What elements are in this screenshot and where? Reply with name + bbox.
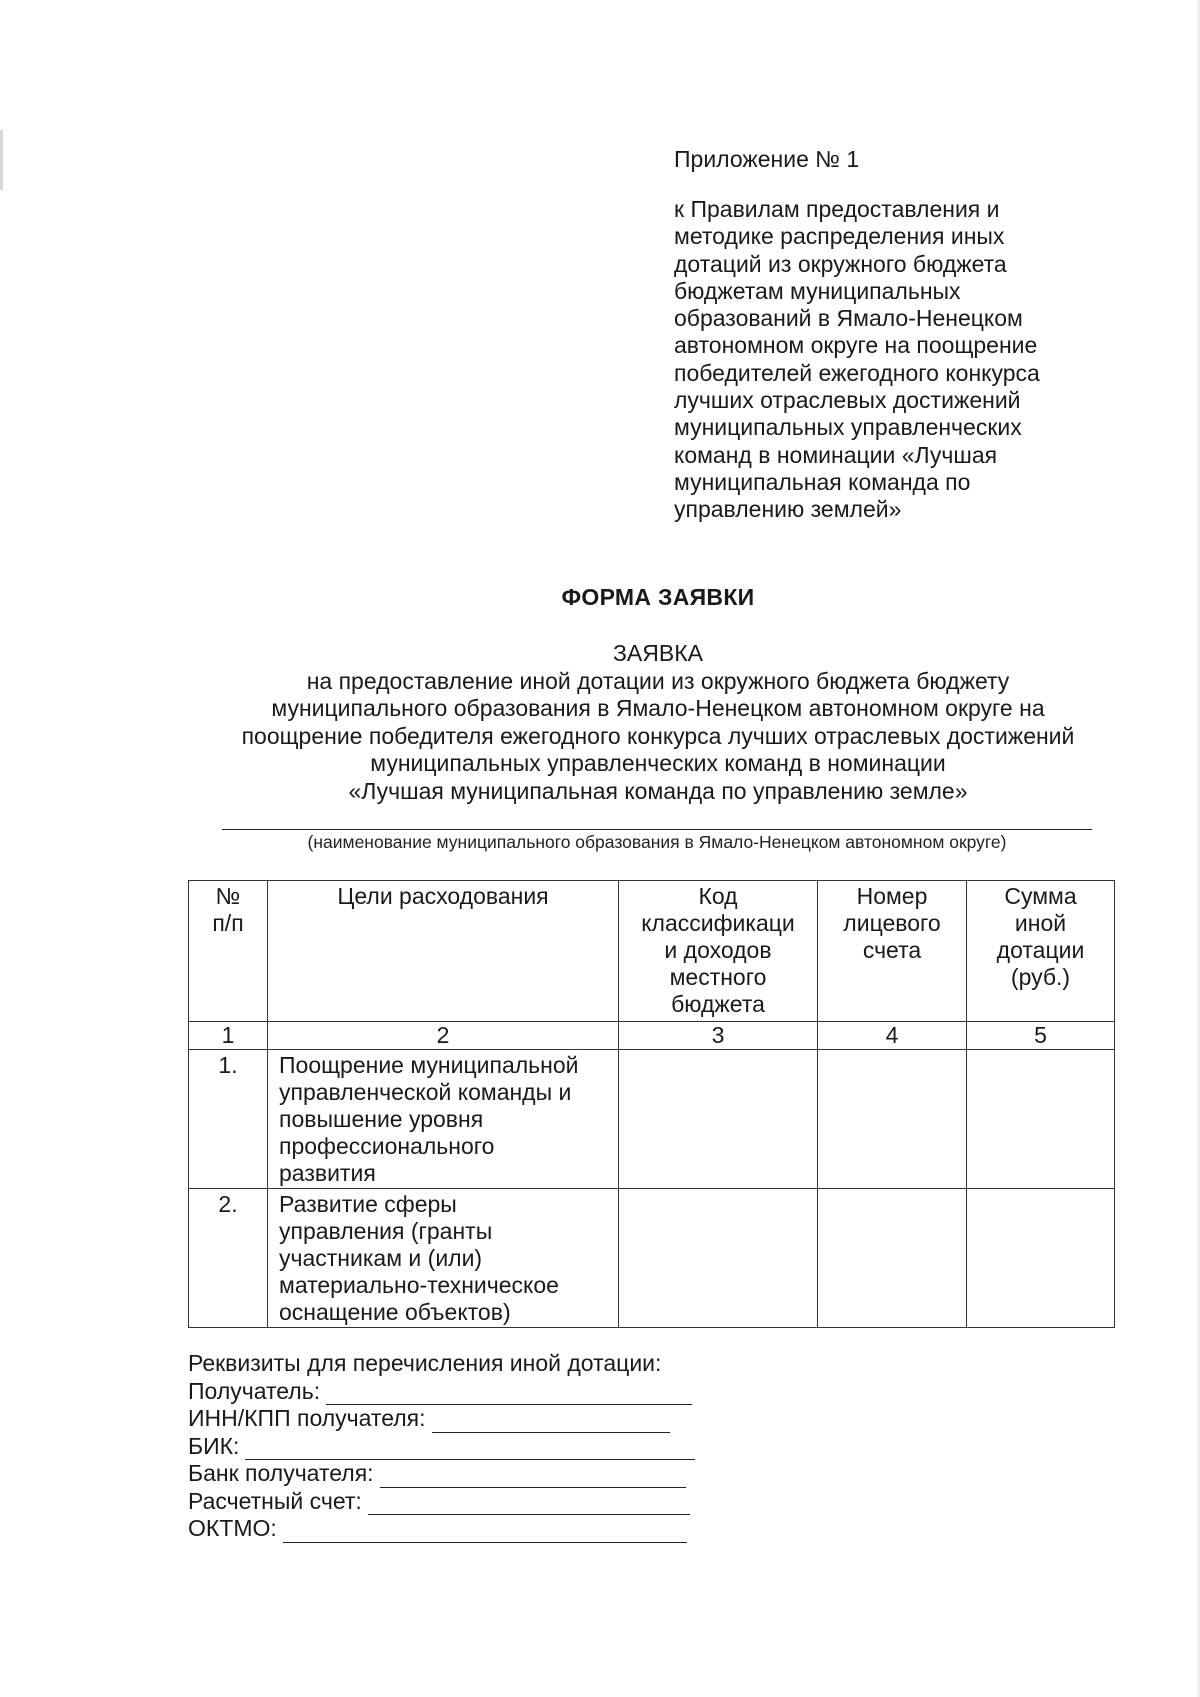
recipient-row bbox=[188, 1378, 748, 1406]
annex-title: Приложение № 1 bbox=[674, 146, 860, 172]
table-row bbox=[189, 1050, 1115, 1189]
scan-edge-left bbox=[0, 130, 3, 190]
table-column-number-row bbox=[189, 1022, 1115, 1050]
row-code-cell[interactable] bbox=[619, 1189, 818, 1328]
column-number: 2 bbox=[268, 1022, 619, 1050]
row-amount-cell[interactable] bbox=[967, 1189, 1115, 1328]
oktmo-label: ОКТМО: bbox=[188, 1515, 277, 1541]
inn-kpp-field[interactable] bbox=[432, 1410, 670, 1433]
oktmo-row bbox=[188, 1515, 748, 1543]
row-goal: Поощрение муниципальной управленческой команды и повышение уровня профессионального развития bbox=[268, 1050, 619, 1189]
bank-field[interactable] bbox=[380, 1465, 686, 1488]
requisites-title: Реквизиты для перечисления иной дотации: bbox=[188, 1350, 662, 1376]
row-goal: Развитие сферы управления (гранты участникам и (или) материально-техническое оснащение объектов) bbox=[268, 1189, 619, 1328]
row-index: 2. bbox=[189, 1189, 268, 1328]
bik-row bbox=[188, 1433, 748, 1461]
application-text: на предоставление иной дотации из окружного бюджета бюджету муниципального образования в Ямало-Ненецком автономном округе на поощрение победителя ежегодного конкурса лучших отраслевых достижений муниципальных управленческих команд в номинации «Лучшая муниципальная команда по управлению земле» bbox=[241, 667, 1075, 804]
application-heading: ЗАЯВКА bbox=[613, 640, 703, 666]
requisites-block bbox=[188, 1350, 748, 1543]
header-cell-goal: Цели расходования bbox=[268, 881, 619, 1022]
oktmo-field[interactable] bbox=[283, 1520, 687, 1543]
bank-label: Банк получателя: bbox=[188, 1460, 374, 1486]
header-cell-number: № п/п bbox=[189, 881, 268, 1022]
column-number: 4 bbox=[818, 1022, 967, 1050]
account-row bbox=[188, 1488, 748, 1516]
bik-label: БИК: bbox=[188, 1432, 240, 1459]
header-cell-code: Код классификаци и доходов местного бюджета bbox=[619, 881, 818, 1022]
header-cell-amount: Сумма иной дотации (руб.) bbox=[967, 881, 1115, 1022]
header-cell-account: Номер лицевого счета bbox=[818, 881, 967, 1022]
municipality-name-line[interactable] bbox=[222, 829, 1092, 830]
annex-block bbox=[674, 146, 1094, 524]
row-index: 1. bbox=[189, 1050, 268, 1189]
column-number: 5 bbox=[967, 1022, 1115, 1050]
expenditure-table bbox=[188, 880, 1115, 1328]
municipality-caption: (наименование муниципального образования в Ямало-Ненецком автономном округе) bbox=[307, 832, 1007, 852]
form-title: ФОРМА ЗАЯВКИ bbox=[561, 584, 755, 610]
application-block bbox=[150, 640, 1166, 805]
inn-kpp-label: ИНН/КПП получателя: bbox=[188, 1405, 426, 1431]
table-row bbox=[189, 1189, 1115, 1328]
row-account-cell[interactable] bbox=[818, 1189, 967, 1328]
column-number: 3 bbox=[619, 1022, 818, 1050]
row-amount-cell[interactable] bbox=[967, 1050, 1115, 1189]
recipient-label: Получатель: bbox=[188, 1377, 321, 1404]
recipient-field[interactable] bbox=[326, 1382, 692, 1405]
account-label: Расчетный счет: bbox=[188, 1487, 362, 1514]
account-field[interactable] bbox=[368, 1492, 690, 1515]
inn-kpp-row bbox=[188, 1405, 748, 1433]
annex-body: к Правилам предоставления и методике распределения иных дотаций из окружного бюджета бюджетам муниципальных образований в Ямало-Ненецком автономном округе на поощрение победителей ежегодного конкурса лучших отраслевых достижений муниципальных управленческих команд в номинации «Лучшая муниципальная команда по управлению землей» bbox=[674, 196, 1040, 523]
row-account-cell[interactable] bbox=[818, 1050, 967, 1189]
table-header-row bbox=[189, 881, 1115, 1022]
column-number: 1 bbox=[189, 1022, 268, 1050]
bik-field[interactable] bbox=[245, 1437, 695, 1460]
scan-edge-right bbox=[1196, 0, 1200, 1697]
bank-row bbox=[188, 1460, 748, 1488]
row-code-cell[interactable] bbox=[619, 1050, 818, 1189]
